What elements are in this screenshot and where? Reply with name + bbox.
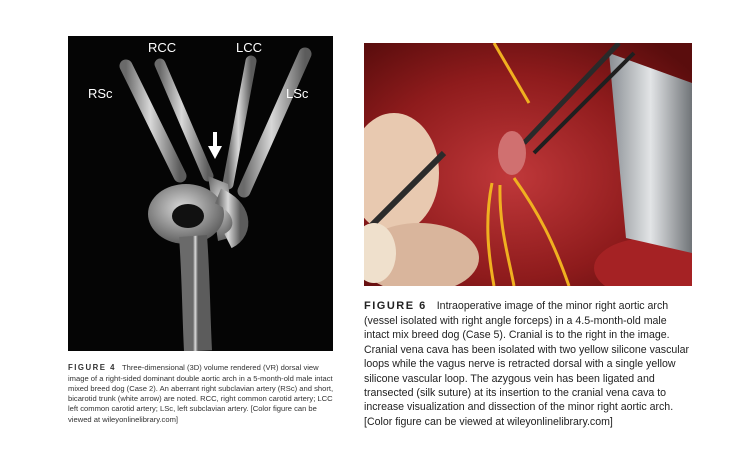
lsc-label: LSc — [286, 86, 309, 101]
lcc-label: LCC — [236, 40, 263, 55]
rcc-label: RCC — [148, 40, 177, 55]
rsc-label: RSc — [88, 86, 113, 101]
intraoperative-photo — [364, 43, 692, 286]
figure-6-image — [364, 43, 692, 286]
figure-4-label: FIGURE 4 — [68, 363, 116, 372]
figure-4-caption-text: Three-dimensional (3D) volume rendered (VR) dorsal view image of a right-sided dominant double aortic arch in a 5-month-old male intact mixed breed dog (Case 2). An aberrant right subclavian artery (RSc) and short, bicarotid trunk (white arrow) are noted. RCC, right common carotid artery; LCC left common carotid artery; LSc, left subclavian artery. [Color figure can be viewed at wileyonlinelibrary.com] — [68, 363, 334, 424]
figure-6-caption-text: Intraoperative image of the minor right aortic arch (vessel isolated with right angle forceps) in a 4.5-month-old male intact mix breed dog (Case 5). Cranial is to the right in the image. Cranial vena cava has been isolated with two yellow silicone vascular loops while the vagus nerve is retracted dorsal with a single yellow silicone vascular loop. The azygous vein has been ligated and transected (silk suture) at its insertion to the cranial vena cava to increase visualization and dissection of the minor right aortic arch. [Color figure can be viewed at wileyonlinelibrary.com] — [364, 300, 690, 428]
figure-4-image — [68, 36, 333, 351]
aortic-arch-vessel — [498, 131, 526, 175]
figure-4-caption — [68, 363, 338, 425]
vr-rendering — [68, 36, 333, 351]
figure-6-label: FIGURE 6 — [364, 300, 427, 312]
descending-aorta — [193, 236, 198, 351]
figure-6-caption — [364, 299, 694, 429]
